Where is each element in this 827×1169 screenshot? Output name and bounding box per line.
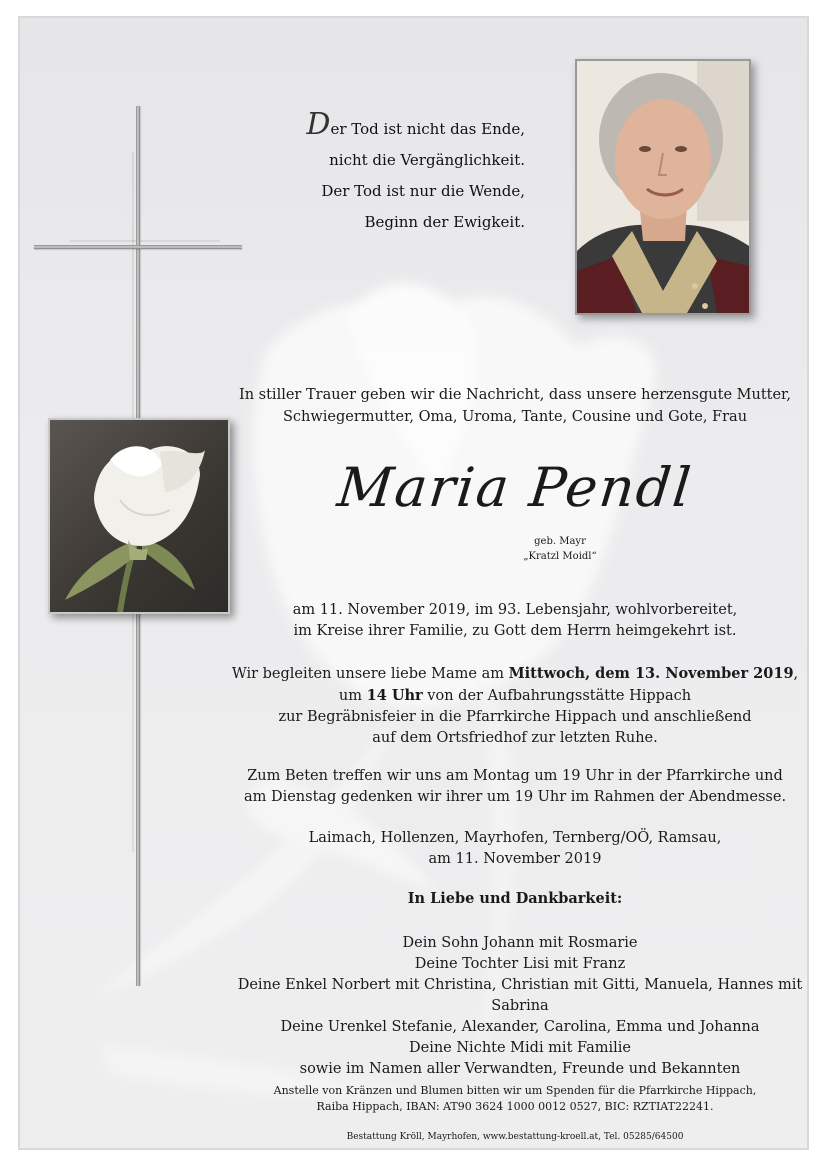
intro-line: Schwiegermutter, Oma, Uroma, Tante, Cousine und Gote, Frau [282, 409, 748, 425]
poem-line: Beginn der Ewigkeit. [364, 213, 525, 231]
cross-shadow [70, 240, 220, 242]
donation-note [230, 1083, 800, 1115]
death-text [230, 600, 800, 642]
funeral-date: Mittwoch, dem 13. November 2019 [508, 665, 794, 682]
places-line: am 11. November 2019 [428, 851, 602, 867]
poem-line: nicht die Vergänglichkeit. [329, 151, 525, 169]
poem-line: Der Tod ist nicht das Ende, [306, 107, 525, 142]
footer: Bestattung Kröll, Mayrhofen, www.bestattung-kroell.at, Tel. 05285/64500 [346, 1132, 684, 1142]
mourner-line: Deine Enkel Norbert mit Christina, Christian mit Gitti, Manuela, Hannes mit Sabrina [237, 977, 803, 1014]
mourner-line: Deine Urenkel Stefanie, Alexander, Carolina, Emma und Johanna [280, 1019, 760, 1035]
mourner-line: Dein Sohn Johann mit Rosmarie [402, 935, 638, 951]
funeral-line: auf dem Ortsfriedhof zur letzten Ruhe. [372, 730, 658, 746]
mourner-line: Deine Tochter Lisi mit Franz [414, 956, 626, 972]
birth-info [410, 534, 710, 564]
places-date [230, 828, 800, 870]
prayer-line: am Dienstag gedenken wir ihrer um 19 Uhr im Rahmen der Abendmesse. [243, 789, 787, 805]
love-heading: In Liebe und Dankbarkeit: [407, 890, 623, 907]
funeral-line: Wir begleiten unsere liebe Mame am Mittwoch, dem 13. November 2019, [231, 665, 799, 682]
death-line: im Kreise ihrer Familie, zu Gott dem Herrn heimgekehrt ist. [293, 623, 737, 639]
funeral-time: 14 Uhr [366, 687, 423, 704]
mourners-list [230, 933, 809, 1080]
white-rose-image [48, 418, 230, 614]
funeral-text [230, 663, 800, 749]
birth-name: geb. Mayr [534, 536, 586, 547]
portrait-photo [575, 59, 751, 315]
poem [306, 107, 525, 238]
funeral-line: zur Begräbnisfeier in die Pfarrkirche Hippach und anschließend [278, 709, 752, 725]
death-line: am 11. November 2019, im 93. Lebensjahr, wohlvorbereitet, [292, 602, 738, 618]
places-line: Laimach, Hollenzen, Mayrhofen, Ternberg/OÖ, Ramsau, [308, 830, 722, 846]
poem-initial: D [306, 107, 331, 142]
funeral-line: um 14 Uhr von der Aufbahrungsstätte Hippach [338, 687, 692, 704]
poem-line: Der Tod ist nur die Wende, [321, 182, 525, 200]
cross-icon [34, 245, 242, 249]
intro-line: In stiller Trauer geben wir die Nachricht, dass unsere herzensgute Mutter, [238, 387, 792, 403]
mourner-line: sowie im Namen aller Verwandten, Freunde und Bekannten [299, 1061, 741, 1077]
note-line: Raiba Hippach, IBAN: AT90 3624 1000 0012 0527, BIC: RZTIAT22241. [316, 1100, 714, 1113]
deceased-name: Maria Pendl [334, 456, 696, 519]
note-line: Anstelle von Kränzen und Blumen bitten wir um Spenden für die Pfarrkirche Hippach, [273, 1084, 757, 1097]
prayer-text [230, 766, 800, 808]
intro-text [230, 384, 800, 428]
mourner-line: Deine Nichte Midi mit Familie [409, 1040, 631, 1056]
prayer-line: Zum Beten treffen wir uns am Montag um 19 Uhr in der Pfarrkirche und [247, 768, 783, 784]
nickname: „Kratzl Moidl“ [523, 551, 597, 562]
obituary-card [18, 16, 809, 1150]
